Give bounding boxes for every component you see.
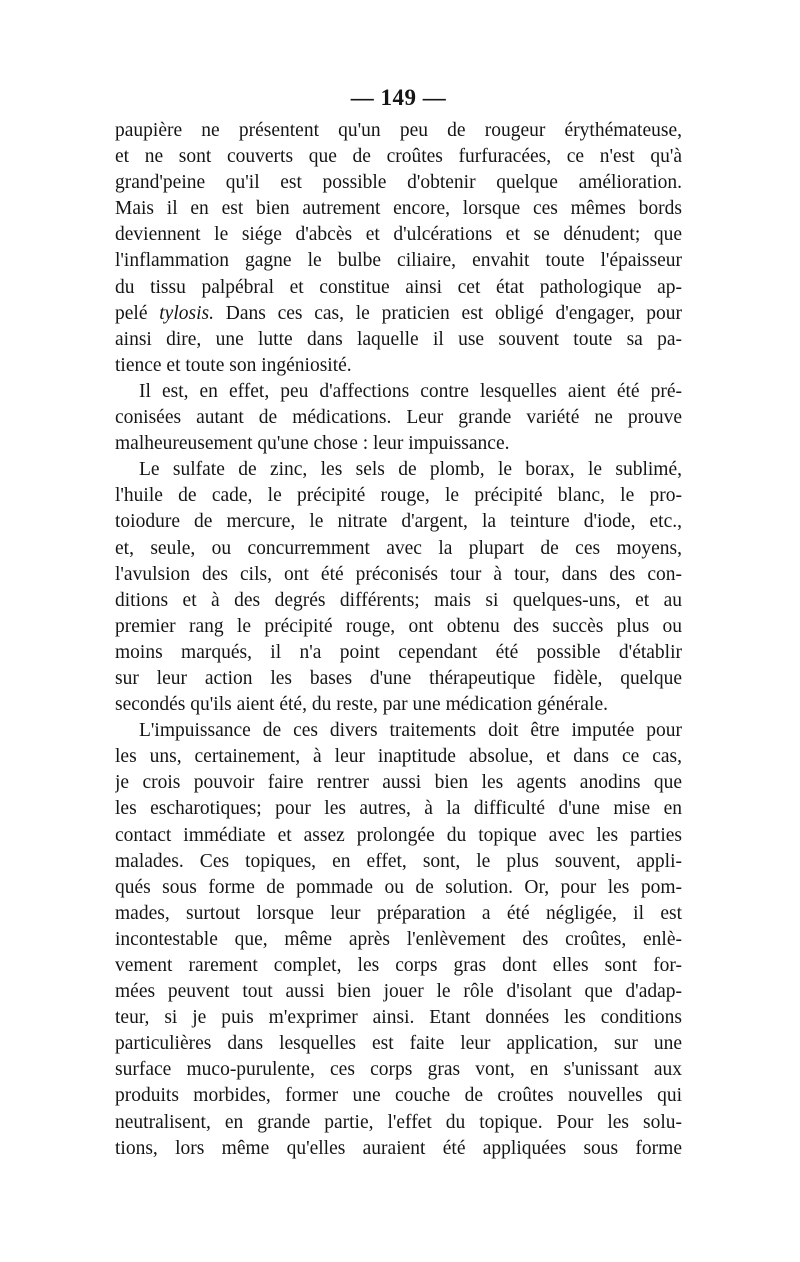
text-line: mées peuvent tout aussi bien jouer le rôle d'isolant que d'adap- xyxy=(115,981,682,1003)
text-line: mades, surtout lorsque leur préparation a été négligée, il est xyxy=(115,902,682,924)
text-line: toiodure de mercure, le nitrate d'argent, la teinture d'iode, etc., xyxy=(115,511,682,533)
paragraph-4 xyxy=(115,718,682,1162)
text-line: secondés qu'ils aient été, du reste, par une médication générale. xyxy=(115,694,608,716)
text-line: l'inflammation gagne le bulbe ciliaire, envahit toute l'épaisseur xyxy=(115,250,682,272)
text-line: tience et toute son ingéniosité. xyxy=(115,354,352,376)
text-line-with-italic xyxy=(115,301,682,327)
text-line: je crois pouvoir faire rentrer aussi bien les agents anodins que xyxy=(115,772,682,794)
text-line: l'avulsion des cils, ont été préconisés tour à tour, dans des con- xyxy=(115,563,682,585)
text-line: conisées autant de médications. Leur grande variété ne prouve xyxy=(115,407,682,429)
text-fragment: pelé xyxy=(115,302,148,324)
text-line: du tissu palpébral et constitue ainsi cet état pathologique ap- xyxy=(115,276,682,298)
text-line: surface muco-purulente, ces corps gras vont, en s'unissant aux xyxy=(115,1059,682,1081)
text-line: neutralisent, en grande partie, l'effet du topique. Pour les solu- xyxy=(115,1111,682,1133)
text-line: les uns, certainement, à leur inaptitude absolue, et dans ce cas, xyxy=(115,746,682,768)
page-number: — 149 — xyxy=(350,85,447,110)
text-line: paupière ne présentent qu'un peu de rougeur érythémateuse, xyxy=(115,120,682,141)
text-line: teur, si je puis m'exprimer ainsi. Etant données les conditions xyxy=(115,1007,682,1029)
text-line: ainsi dire, une lutte dans laquelle il use souvent toute sa pa- xyxy=(115,328,682,350)
text-line: grand'peine qu'il est possible d'obtenir quelque amélioration. xyxy=(115,172,682,194)
text-line: l'huile de cade, le précipité rouge, le précipité blanc, le pro- xyxy=(115,485,682,507)
text-line: vement rarement complet, les corps gras dont elles sont for- xyxy=(115,955,682,976)
text-line: malades. Ces topiques, en effet, sont, le plus souvent, appli- xyxy=(115,850,682,872)
text-line: Il est, en effet, peu d'affections contre lesquelles aient été pré- xyxy=(139,380,682,402)
text-line: contact immédiate et assez prolongée du topique avec les parties xyxy=(115,824,682,846)
text-line: ditions et à des degrés différents; mais si quelques-uns, et au xyxy=(115,589,682,611)
text-line: Le sulfate de zinc, les sels de plomb, le borax, le sublimé, xyxy=(139,459,682,481)
text-line: moins marqués, il n'a point cependant été possible d'établir xyxy=(115,641,682,663)
text-line: les escharotiques; pour les autres, à la difficulté d'une mise en xyxy=(115,798,682,820)
text-line: qués sous forme de pommade ou de solution. Or, pour les pom- xyxy=(115,876,682,898)
text-line: et, seule, ou concurremment avec la plupart de ces moyens, xyxy=(115,537,682,559)
paragraph-3 xyxy=(115,457,682,718)
text-line: premier rang le précipité rouge, ont obtenu des succès plus ou xyxy=(115,615,682,637)
text-line: et ne sont couverts que de croûtes furfuracées, ce n'est qu'à xyxy=(115,146,682,168)
text-line: deviennent le siége d'abcès et d'ulcérations et se dénudent; que xyxy=(115,224,682,246)
text-fragment: Dans ces cas, le praticien est obligé d'engager, pour xyxy=(225,302,682,324)
text-line: Mais il en est bien autrement encore, lorsque ces mêmes bords xyxy=(115,198,682,220)
text-line: tions, lors même qu'elles auraient été appliquées sous forme xyxy=(115,1137,682,1159)
text-line: particulières dans lesquelles est faite leur application, sur une xyxy=(115,1033,682,1055)
text-line: malheureusement qu'une chose : leur impuissance. xyxy=(115,433,510,455)
paragraph-1 xyxy=(115,118,682,379)
text-line: L'impuissance de ces divers traitements doit être imputée pour xyxy=(139,720,682,742)
text-line: incontestable que, même après l'enlèvement des croûtes, enlè- xyxy=(115,928,682,950)
text-line: sur leur action les bases d'une thérapeutique fidèle, quelque xyxy=(115,667,682,689)
book-page xyxy=(115,80,682,1162)
text-line: produits morbides, former une couche de croûtes nouvelles qui xyxy=(115,1085,682,1107)
italic-term: tylosis. xyxy=(159,302,214,324)
paragraph-2 xyxy=(115,379,682,457)
